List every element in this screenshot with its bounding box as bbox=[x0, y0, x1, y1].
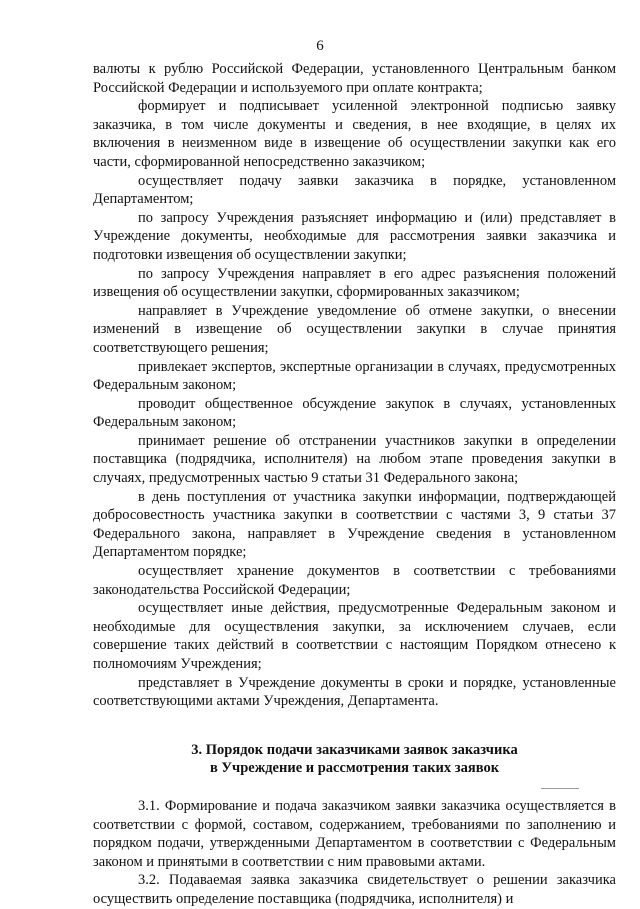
paragraph-other-actions: осуществляет иные действия, предусмотренные Федеральным законом и необходимые для осуществления закупки, за исключением случаев, если совершение таких действий в соответствии с настоящим Порядком отнесено к полномочиям Учреждения; bbox=[93, 600, 616, 672]
section-heading bbox=[93, 741, 616, 778]
document-body bbox=[93, 60, 616, 909]
paragraph-continuation: валюты к рублю Российской Федерации, установленного Центральным банком Российской Федерации и используемого при оплате контракта; bbox=[93, 61, 616, 96]
page-number: 6 bbox=[316, 38, 324, 54]
paragraph-engage-experts: привлекает экспертов, экспертные организации в случаях, предусмотренных Федеральным законом; bbox=[93, 358, 616, 394]
paragraph-public-discussion: проводит общественное обсуждение закупок в случаях, установленных Федеральным законом; bbox=[93, 395, 616, 431]
paragraph-explain-information: по запросу Учреждения разъясняет информацию и (или) представляет в Учреждение документы, необходимые для рассмотрения заявки заказчика и подготовки извещения об осуществлении закупки; bbox=[93, 209, 616, 263]
section-heading-line2: в Учреждение и рассмотрения таких заявок bbox=[209, 760, 500, 777]
heading-divider bbox=[541, 788, 579, 789]
paragraph-3-2: 3.2. Подаваемая заявка заказчика свидетельствует о решении заказчика осуществить определение поставщика (подрядчика, исполнителя) и bbox=[93, 872, 616, 907]
paragraph-good-faith-info: в день поступления от участника закупки информации, подтверждающей добросовестность участника закупки в соответствии с частями 3, 9 статьи 37 Федерального закона, направляет в Учреждение сведения в установленном Департаментом порядке; bbox=[93, 488, 616, 561]
paragraph-3-1: 3.1. Формирование и подача заказчиком заявки заказчика осуществляется в соответствии с формой, составом, содержанием, требованиями по заполнению и порядком подачи, утвержденными Департаментом в соответствии с Федеральным законом и принятыми в соответствии с ним правовыми актами. bbox=[93, 797, 616, 870]
paragraph-document-storage: осуществляет хранение документов в соответствии с требованиями законодательства Российской Федерации; bbox=[93, 563, 616, 598]
paragraph-cancel-notice: направляет в Учреждение уведомление об отмене закупки, о внесении изменений в извещение об осуществлении закупки в случае принятия соответствующего решения; bbox=[93, 302, 616, 356]
paragraph-send-clarifications: по запросу Учреждения направляет в его адрес разъяснения положений извещения об осуществлении закупки, сформированных заказчиком; bbox=[93, 265, 616, 301]
paragraph-sign-application: формирует и подписывает усиленной электронной подписью заявку заказчика, в том числе документы и сведения, в нее входящие, в целях их включения в неизменном виде в извещение об осуществлении закупки как его части, сформированной непосредственно заказчиком; bbox=[93, 98, 616, 170]
paragraph-remove-participants: принимает решение об отстранении участников закупки в определении поставщика (подрядчика, исполнителя) на любом этапе проведения закупки в случаях, предусмотренных частью 9 статьи 31 Федерального закона; bbox=[93, 432, 616, 487]
paragraph-provide-documents: представляет в Учреждение документы в сроки и порядке, установленные соответствующими актами Учреждения, Департамента. bbox=[93, 674, 616, 710]
paragraph-submit-application: осуществляет подачу заявки заказчика в порядке, установленном Департаментом; bbox=[93, 172, 616, 208]
section-heading-line1: 3. Порядок подачи заказчиками заявок заказчика bbox=[191, 741, 518, 758]
